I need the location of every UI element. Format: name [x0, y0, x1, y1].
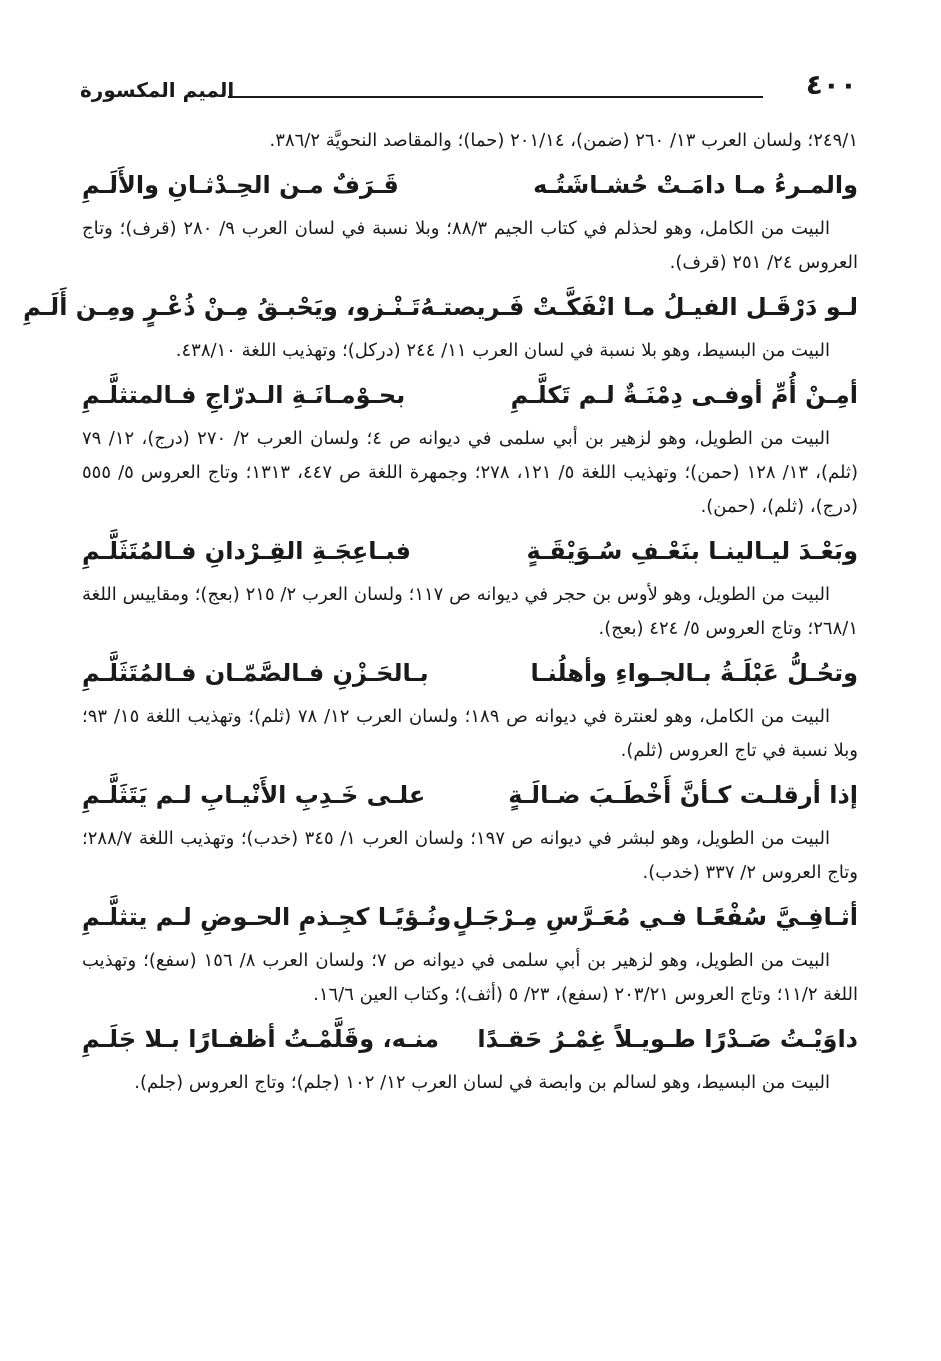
verse-reference-note: البيت من البسيط، وهو بلا نسبة في لسان العرب ١١/ ٢٤٤ (دركل)؛ وتهذيب اللغة ٤٣٨/١٠. [175, 340, 830, 361]
verse-second-hemistich: تَـنْـزو، ويَحْبـقُ مِـنْ ذُعْـرٍ ومِـن أَلَـمِ [23, 293, 421, 321]
verse [82, 524, 858, 578]
verse [82, 768, 858, 822]
verse-second-hemistich: بـالحَـزْنِ فـالصَّمّـان فـالمُتَثَلَّـمِ [82, 659, 429, 687]
header-rule [228, 96, 763, 98]
verse [82, 368, 858, 422]
verse [82, 158, 858, 212]
verse-first-hemistich: داوَيْـتُ صَـدْرًا طـويـلاً غِمْـرُ حَقـدًا [477, 1025, 858, 1053]
verse-first-hemistich: وتحُـلُّ عَبْلَـةُ بـالجـواءِ وأهلُنـا [530, 659, 858, 687]
verse-first-hemistich: والمـرءُ مـا دامَـتْ حُشـاشَتُـه [533, 171, 858, 199]
verse-first-hemistich: أمِـنْ أُمِّ أوفـى دِمْنَـةٌ لـم تَكلَّـمِ [510, 381, 858, 409]
verse-second-hemistich: قَـرَفٌ مـن الحِـدْثـانِ والأَلَـمِ [82, 171, 399, 199]
verse-first-hemistich: أثـافِـيَّ سُفْعًـا فـي مُعَـرَّسِ مِـرْجَـلٍ [452, 903, 858, 931]
verse-reference-note: البيت من الطويل، وهو لزهير بن أبي سلمى في ديوانه ص ٧؛ ولسان العرب ٨/ ١٥٦ (سفع)؛ وتهذيب اللغة ١١/٢؛ وتاج العروس ٢٠٣/٢١ (سفع)، ٢٣/ ٥ (أثف)؛ وكتاب العين ١٦/٦. [82, 950, 858, 1005]
verse-second-hemistich: بحـوْمـانَـةِ الـدرّاجِ فـالمتثلَّـمِ [82, 381, 406, 409]
verse-second-hemistich: منـه، وقَلَّمْـتُ أظفـارًا بـلا جَلَـمِ [82, 1025, 439, 1053]
verse-first-hemistich: وبَعْـدَ ليـالينـا بنَعْـفِ سُـوَيْقَـةٍ [526, 537, 858, 565]
verse [82, 1012, 858, 1066]
verse-second-hemistich: ونُـؤيًـا كجِـذمِ الحـوضِ لـم يتثلَّـمِ [82, 903, 452, 931]
verse-reference-note: البيت من البسيط، وهو لسالم بن وابصة في لسان العرب ١٢/ ١٠٢ (جلم)؛ وتاج العروس (جلم). [134, 1072, 830, 1093]
page-header [78, 68, 863, 108]
continued-footnote: ٢٤٩/١؛ ولسان العرب ١٣/ ٢٦٠ (ضمن)، ٢٠١/١٤ (حما)؛ والمقاصد النحويَّة ٣٨٦/٢. [269, 130, 858, 151]
running-title: الميم المكسورة [80, 78, 235, 102]
verse [23, 280, 858, 334]
verse-first-hemistich: إذا أرقلـت كـأنَّ أَخْطَـبَ ضـالَـةٍ [508, 781, 858, 809]
verse-first-hemistich: لـو دَرْقَـل الفيـلُ مـا انْفَكَّـتْ فَـريصتـهُ [420, 293, 858, 321]
verse [82, 646, 858, 700]
verse-second-hemistich: فبـاعِجَـةِ القِـرْدانِ فـالمُتَثَلَّـمِ [82, 537, 412, 565]
verse-reference-note: البيت من الكامل، وهو لعنترة في ديوانه ص ١٨٩؛ ولسان العرب ١٢/ ٧٨ (ثلم)؛ وتهذيب اللغة ١٥/ ٩٣؛ وبلا نسبة في تاج العروس (ثلم). [82, 706, 858, 761]
verse-reference-note: البيت من الطويل، وهو لأوس بن حجر في ديوانه ص ١١٧؛ ولسان العرب ٢/ ٢١٥ (بعج)؛ ومقاييس اللغة ٢٦٨/١؛ وتاج العروس ٥/ ٤٢٤ (بعج). [82, 584, 858, 639]
verse-reference-note: البيت من الطويل، وهو لبشر في ديوانه ص ١٩٧؛ ولسان العرب ١/ ٣٤٥ (خدب)؛ وتهذيب اللغة ٢٨٨/٧؛ وتاج العروس ٢/ ٣٣٧ (خدب). [82, 828, 858, 883]
verse-reference-note: البيت من الطويل، وهو لزهير بن أبي سلمى في ديوانه ص ٤؛ ولسان العرب ٢/ ٢٧٠ (درج)، ١٢/ ٧٩ (ثلم)، ١٣/ ١٢٨ (حمن)؛ وتهذيب اللغة ٥/ ١٢١، ٢٧٨؛ وجمهرة اللغة ص ٤٤٧، ١٣١٣؛ وتاج العروس ٥/ ٥٥٥ (درج)، (ثلم)، (حمن). [82, 428, 858, 517]
verse-reference-note: البيت من الكامل، وهو لحذلم في كتاب الجيم ٨٨/٣؛ وبلا نسبة في لسان العرب ٩/ ٢٨٠ (قرف)؛ وتاج العروس ٢٤/ ٢٥١ (قرف). [82, 218, 858, 273]
verse [82, 890, 858, 944]
verse-second-hemistich: علـى خَـدِبِ الأَنْيـابِ لـم يَتَثَلَّـمِ [82, 781, 426, 809]
page-body [23, 124, 858, 1100]
page-number: ٤٠٠ [805, 68, 857, 101]
